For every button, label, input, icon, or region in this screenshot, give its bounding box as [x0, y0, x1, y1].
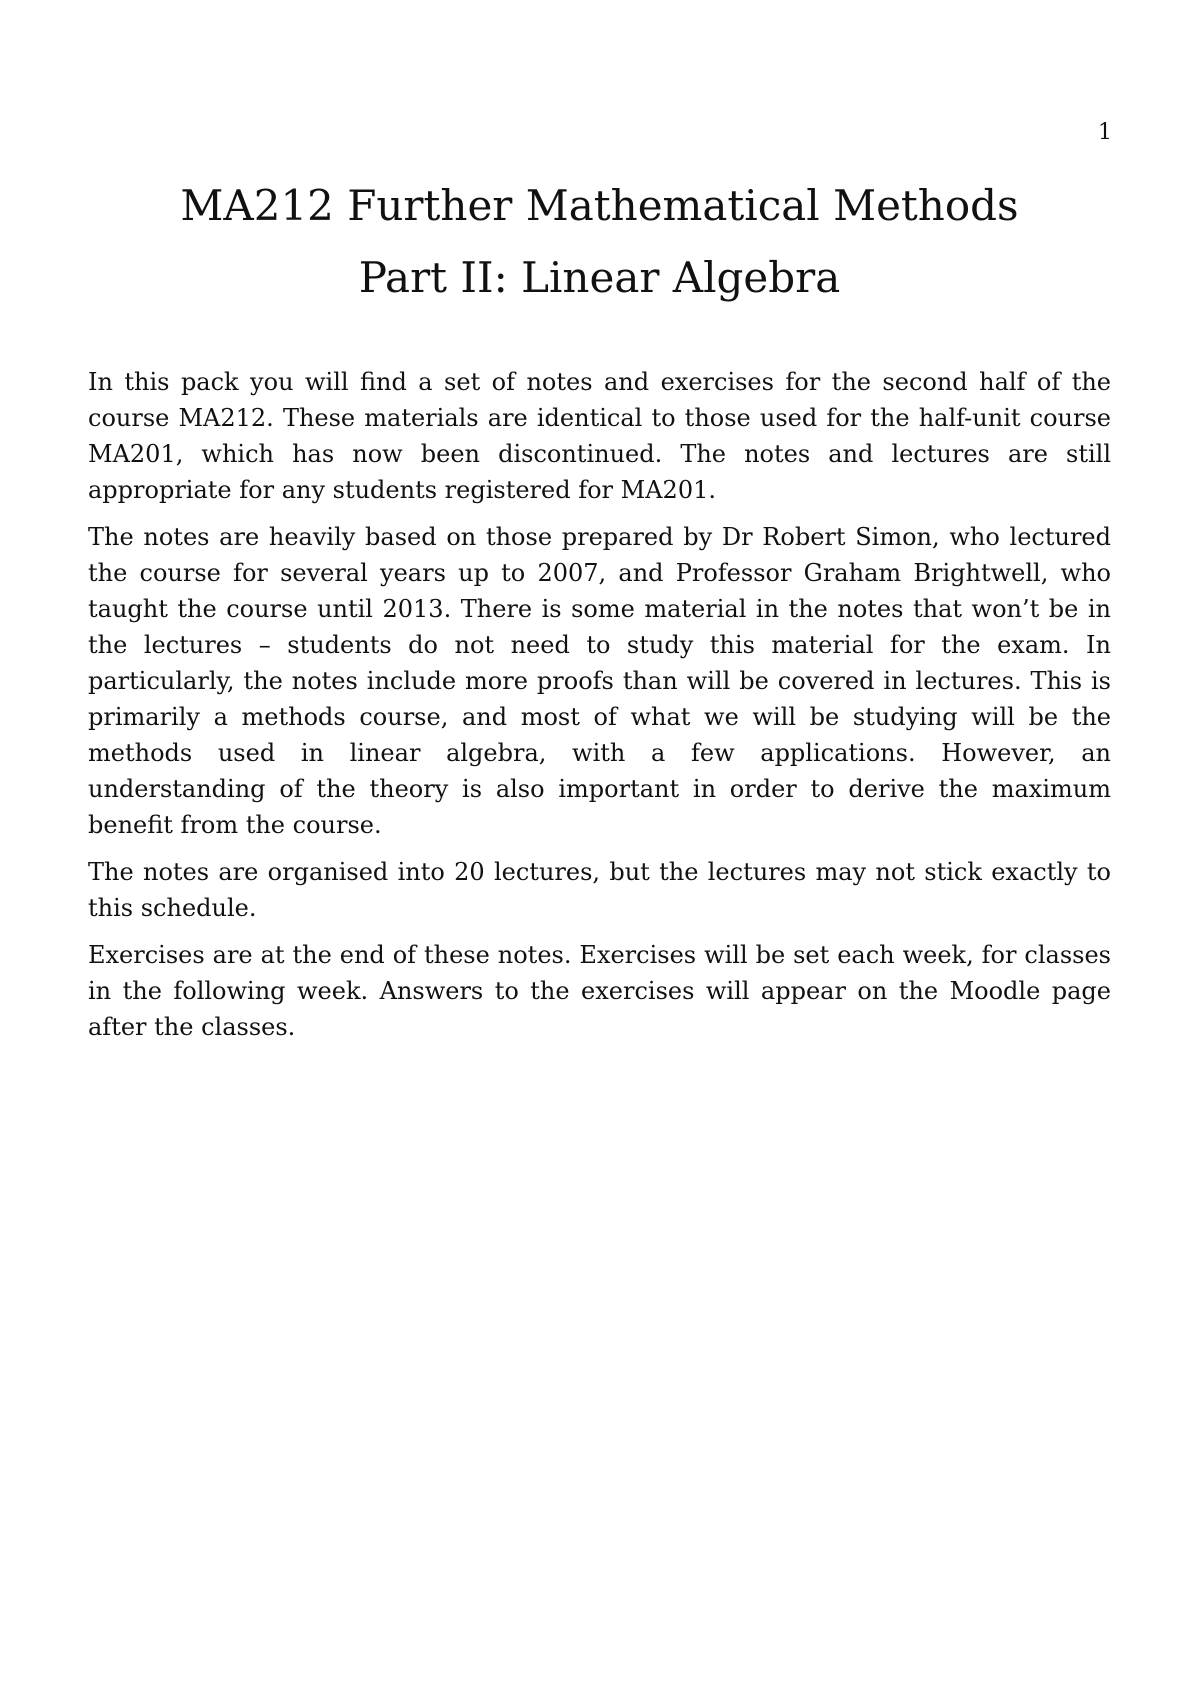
- paragraph-schedule: The notes are organised into 20 lectures, but the lectures may not stick exactly to this schedule.: [88, 858, 1111, 922]
- page-number: 1: [1098, 120, 1112, 145]
- title-block: [88, 170, 1111, 314]
- paragraph-background: The notes are heavily based on those prepared by Dr Robert Simon, who lectured the course for several years up to 2007, and Professor Graham Brightwell, who taught the course until 2013. There is some material in the notes that won’t be in the lectures – students do not need to study this material for the exam. In particularly, the notes include more proofs than will be covered in lectures. This is primarily a methods course, and most of what we will be studying will be the methods used in linear algebra, with a few applications. However, an understanding of the theory is also important in order to derive the maximum benefit from the course.: [88, 523, 1111, 839]
- page-title: MA212 Further Mathematical Methods: [180, 181, 1019, 230]
- body-text: [88, 364, 1111, 1056]
- page-subtitle: Part II: Linear Algebra: [358, 253, 841, 302]
- paragraph-exercises: Exercises are at the end of these notes. Exercises will be set each week, for classes in the following week. Answers to the exercises will appear on the Moodle page after the classes.: [88, 941, 1111, 1041]
- paragraph-intro: In this pack you will find a set of notes and exercises for the second half of the course MA212. These materials are identical to those used for the half-unit course MA201, which has now been discontinued. The notes and lectures are still appropriate for any students registered for MA201.: [88, 368, 1111, 504]
